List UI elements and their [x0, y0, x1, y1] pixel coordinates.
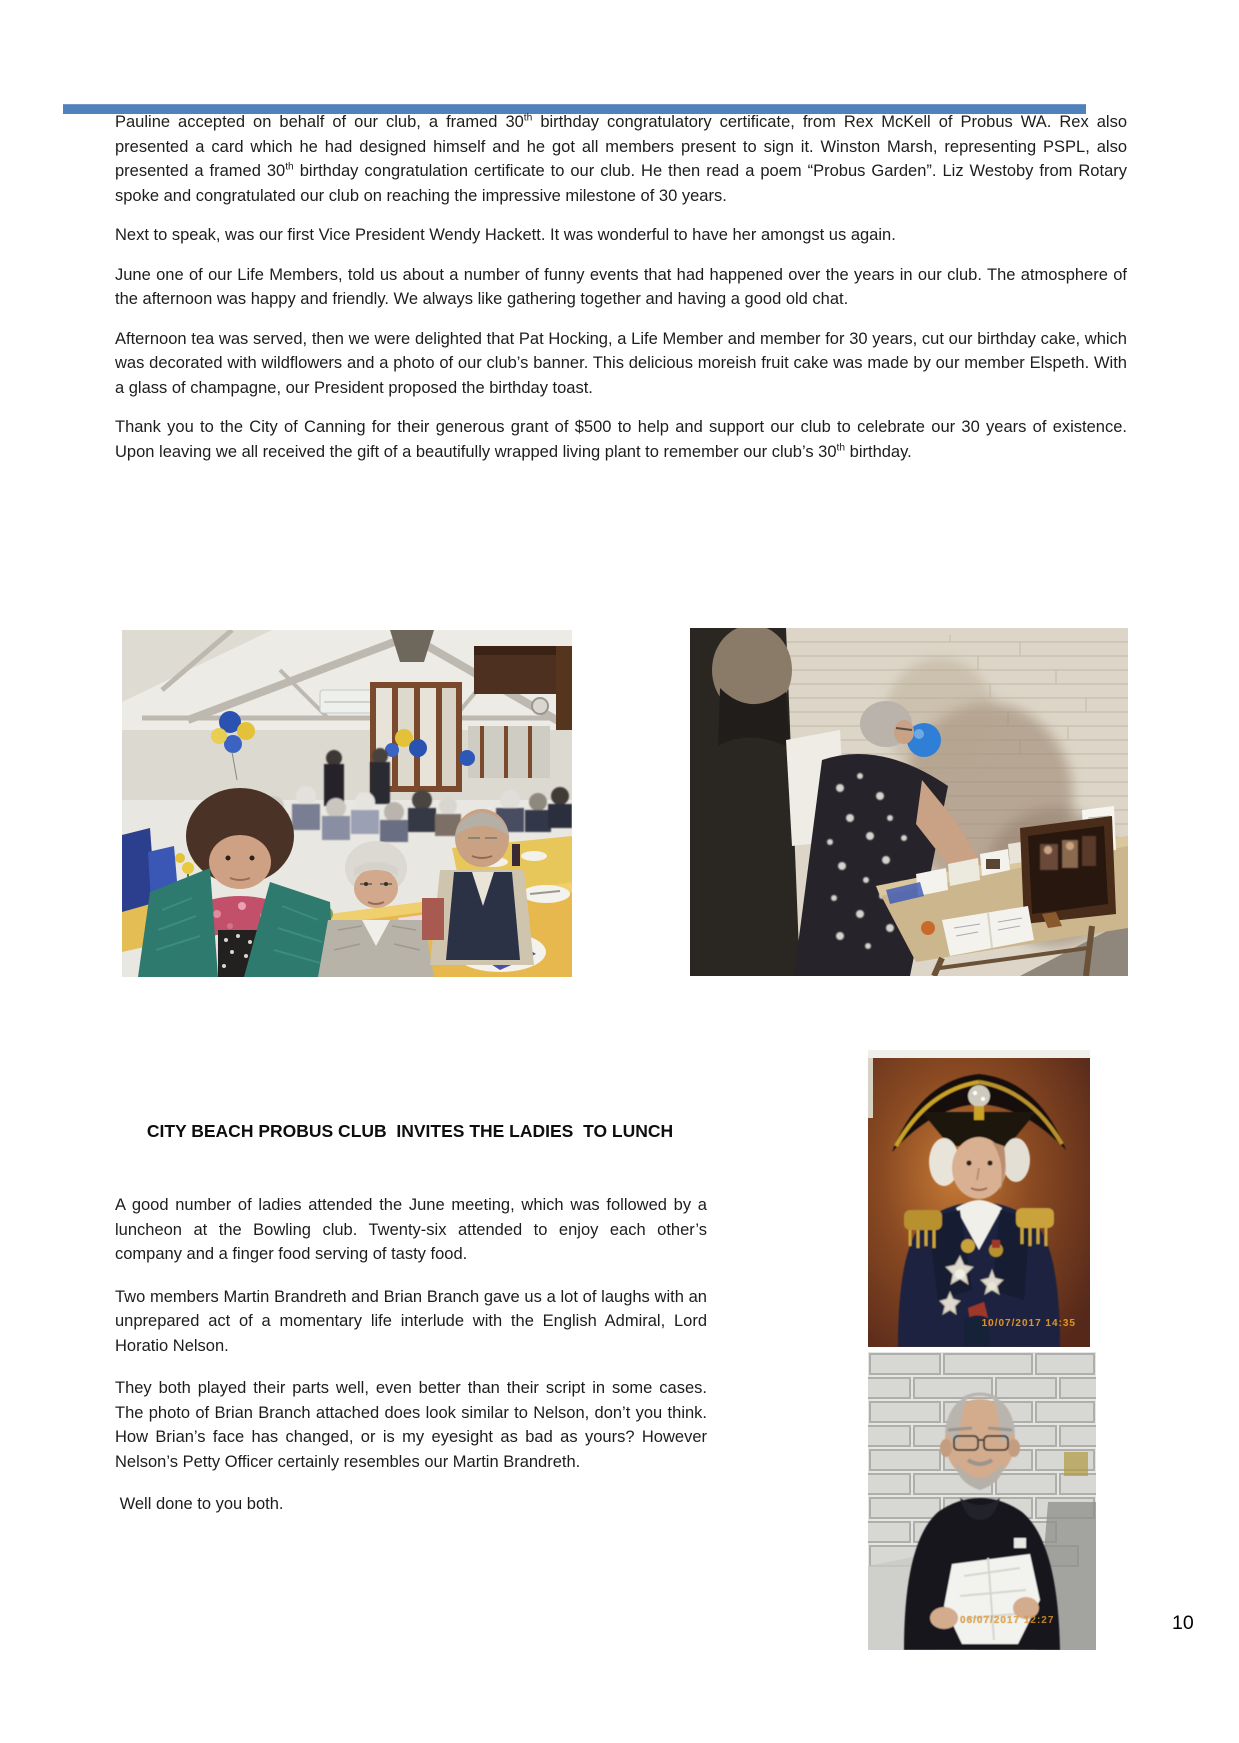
ordinal-superscript: th	[523, 112, 533, 124]
paragraph-text: birthday congratulatory certificate, from Rex McKell of Probus WA. Rex also presented a card which he had designed himself and he got all members present to sign it. Winston Marsh, representing PSPL, also presented a framed 30	[115, 113, 1127, 180]
paragraph-text: Pauline accepted on behalf of our club, a framed 30	[115, 113, 524, 131]
paragraph: They both played their parts well, even better than their script in some cases. The photo of Brian Branch attached does look similar to Nelson, don’t you think. How Brian’s face has changed, or is my eyesight as bad as yours? However Nelson’s Petty Officer certainly resembles our Martin Brandreth.	[115, 1379, 707, 1471]
photo-member-reading	[868, 1352, 1096, 1650]
photo-memorabilia-illustration	[690, 628, 1128, 976]
paragraph-text: Thank you to the City of Canning for their generous grant of $500 to help and support our club to celebrate our 30 years of existence. Upon leaving we all received the gift of a beautifully wrapped living plant to remember our club’s 30	[115, 418, 1127, 461]
page-number: 10	[1172, 1612, 1194, 1634]
paragraph: Afternoon tea was served, then we were delighted that Pat Hocking, a Life Member and member for 30 years, cut our birthday cake, which was decorated with wildflowers and a photo of our club’s banner. This delicious moreish fruit cake was made by our member Elspeth. With a glass of champagne, our President proposed the birthday toast.	[115, 329, 1127, 397]
paragraph-text: birthday.	[845, 442, 912, 461]
paragraph: A good number of ladies attended the June meeting, which was followed by a luncheon at the Bowling club. Twenty-six attended to enjoy each other’s company and a finger food serving of tasty food.	[115, 1196, 707, 1263]
photo-birthday-luncheon-illustration	[122, 630, 572, 977]
photo-timestamp: 06/07/2017 12:27	[960, 1615, 1055, 1626]
nelson-portrait-illustration	[868, 1050, 1090, 1347]
member-reading-illustration	[868, 1352, 1096, 1650]
ordinal-superscript: th	[836, 442, 846, 453]
heading-ladies-to-lunch: CITY BEACH PROBUS CLUB INVITES THE LADIES TO LUNCH	[146, 1121, 674, 1141]
photo-memorabilia-table	[690, 628, 1128, 976]
paragraph: Two members Martin Brandreth and Brian Branch gave us a lot of laughs with an unprepared act of a momentary life interlude with the English Admiral, Lord Horatio Nelson.	[115, 1287, 707, 1355]
paragraph: Well done to you both.	[115, 1495, 284, 1513]
photo-nelson-portrait	[868, 1050, 1090, 1347]
article-30th-birthday	[115, 110, 1127, 479]
article-ladies-to-lunch	[115, 1193, 707, 1535]
photo-timestamp: 10/07/2017 14:35	[981, 1318, 1076, 1329]
ordinal-superscript: th	[285, 161, 294, 173]
paragraph	[115, 415, 1127, 464]
paragraph	[115, 110, 1127, 208]
photo-birthday-luncheon-room	[122, 630, 572, 977]
paragraph: June one of our Life Members, told us about a number of funny events that had happened over the years in our club. The atmosphere of the afternoon was happy and friendly. We always like gathering together and having a good old chat.	[115, 265, 1127, 308]
paragraph: Next to speak, was our first Vice President Wendy Hackett. It was wonderful to have her amongst us again.	[115, 226, 896, 244]
paragraph-text: birthday congratulation certificate to our club. He then read a poem “Probus Garden”. Liz Westoby from Rotary spoke and congratulated our club on reaching the impressive milestone of 30 years.	[115, 162, 1127, 205]
